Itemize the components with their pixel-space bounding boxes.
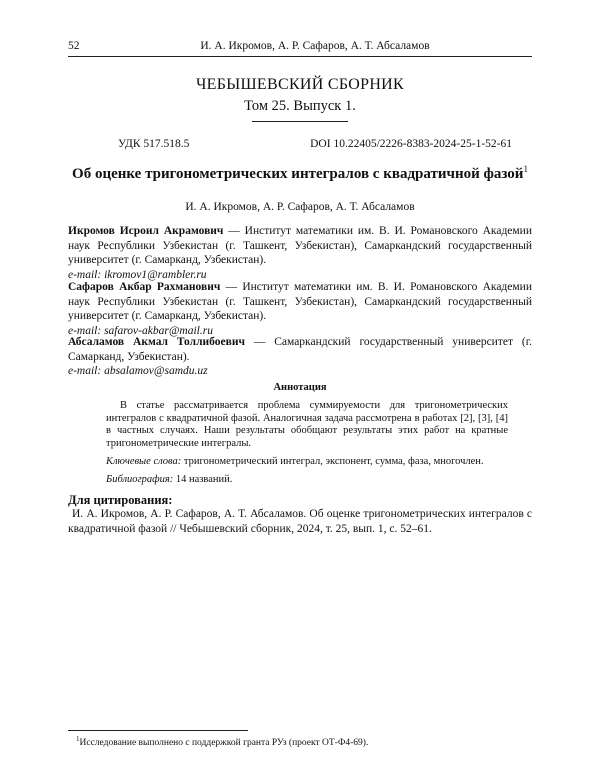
- title-footnote-mark: 1: [523, 164, 528, 174]
- affiliation-text: — Самаркандский государственный университет (г. Самарканд, Узбекистан).: [68, 336, 532, 363]
- author-email: e-mail: ikromov1@rambler.ru: [68, 268, 207, 281]
- keywords-text: тригонометрический интеграл, экспонент, сумма, фаза, многочлен.: [181, 456, 484, 467]
- author-name: Сафаров Акбар Рахманович: [68, 281, 221, 293]
- affiliation-text: — Институт математики им. В. И. Романовского Академии наук Республики Узбекистан (г. Ташкент, Узбекистан), Самаркандский государственный университет (г. Самарканд, Узбекистан).: [68, 225, 532, 266]
- keywords: [106, 456, 508, 467]
- page-number: 52: [68, 40, 80, 52]
- annotation-text: [106, 400, 508, 450]
- footnote-divider: [68, 730, 248, 731]
- author-name: Абсаламов Акмал Толлибоевич: [68, 336, 245, 348]
- citation-body: И. А. Икромов, А. Р. Сафаров, А. Т. Абсаламов. Об оценке тригонометрических интегралов с квадратичной фазой // Чебышевский сборник, 2024, т. 25, вып. 1, с. 52–61.: [68, 508, 532, 535]
- affiliation-3: [68, 335, 532, 379]
- udk-code: УДК 517.518.5: [118, 138, 190, 150]
- header-divider: [68, 56, 532, 57]
- journal-name: ЧЕБЫШЕВСКИЙ СБОРНИК: [195, 76, 405, 93]
- footnote: [76, 735, 368, 748]
- annotation-body: В статье рассматривается проблема суммируемости для тригонометрических интегралов с квадратичной фазой. Аналогичная задача рассмотрена в работах [2], [3], [4] в частных случаях. Наши результаты обобщают результаты этих работ на кратные тригонометрические интегралы.: [106, 400, 508, 449]
- annotation-heading: Аннотация: [273, 382, 327, 393]
- author-email: e-mail: safarov-akbar@mail.ru: [68, 324, 213, 337]
- running-authors: И. А. Икромов, А. Р. Сафаров, А. Т. Абсаламов: [200, 40, 430, 52]
- citation-heading: Для цитирования:: [68, 493, 173, 507]
- footnote-text: Исследование выполнено с поддержкой гранта РУз (проект ОТ-Ф4-69).: [79, 738, 369, 749]
- journal-volume: Том 25. Выпуск 1.: [244, 98, 356, 114]
- doi: DOI 10.22405/2226-8383-2024-25-1-52-61: [310, 138, 512, 150]
- affiliation-2: [68, 280, 532, 338]
- running-header: [68, 40, 532, 52]
- article-title-text: Об оценке тригонометрических интегралов с квадратичной фазой: [72, 166, 524, 182]
- authors-line: И. А. Икромов, А. Р. Сафаров, А. Т. Абсаламов: [185, 201, 415, 213]
- bibliography-count: [106, 474, 508, 485]
- footnote-mark: 1: [76, 735, 80, 743]
- biblio-text: 14 названий.: [173, 474, 233, 485]
- author-name: Икромов Исроил Акрамович: [68, 225, 224, 237]
- biblio-label: Библиография:: [106, 474, 174, 485]
- affiliation-text: — Институт математики им. В. И. Романовского Академии наук Республики Узбекистан (г. Ташкент, Узбекистан), Самаркандский государственный университет (г. Самарканд, Узбекистан).: [68, 281, 532, 322]
- affiliation-1: [68, 224, 532, 282]
- keywords-label: Ключевые слова:: [106, 456, 182, 467]
- journal-divider: [252, 121, 348, 122]
- author-email: e-mail: absalamov@samdu.uz: [68, 365, 208, 377]
- article-title: [60, 160, 540, 184]
- citation-text: [68, 507, 532, 537]
